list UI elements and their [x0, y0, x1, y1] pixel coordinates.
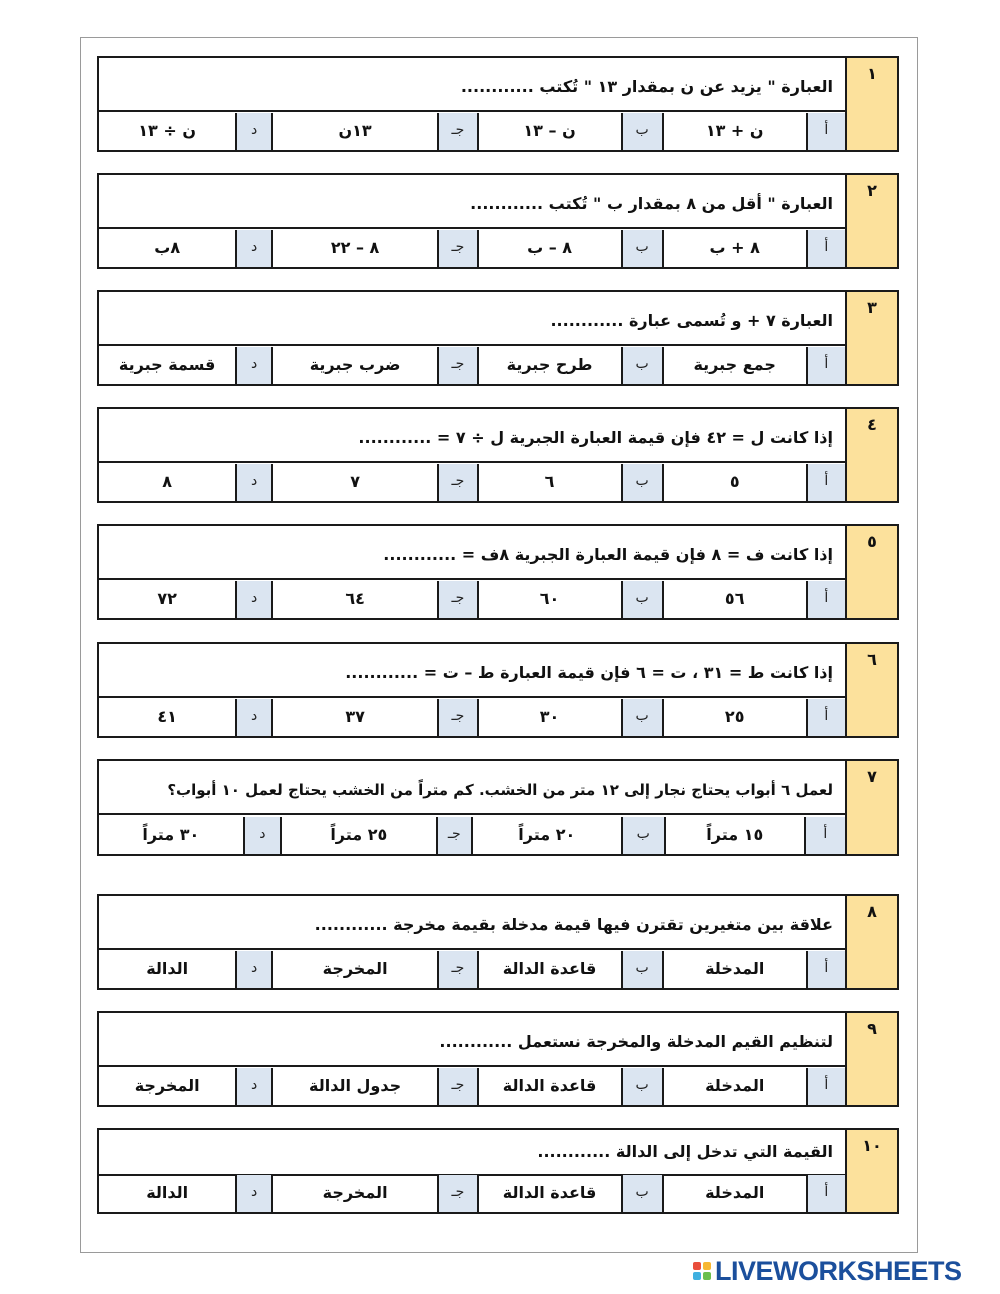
- option-letter: د: [235, 699, 271, 736]
- question-text: إذا كانت ط = ٣١ ، ت = ٦ فإن قيمة العبارة ط – ت = ............: [99, 644, 845, 698]
- option-a[interactable]: ٢٥: [662, 699, 806, 736]
- option-c[interactable]: ٣٧: [271, 699, 437, 736]
- option-letter: ب: [621, 581, 662, 618]
- option-letter: أ: [806, 1175, 845, 1212]
- logo-square: [693, 1272, 701, 1280]
- option-letter: د: [243, 817, 280, 854]
- question-text: إذا كانت ل = ٤٢ فإن قيمة العبارة الجبرية ل ÷ ٧ = ............: [99, 409, 845, 463]
- option-a[interactable]: ٨ + ب: [662, 230, 806, 267]
- option-c[interactable]: المخرجة: [271, 951, 437, 988]
- question-block: [97, 524, 899, 620]
- question-number: ١: [845, 58, 897, 150]
- option-d[interactable]: الدالة: [146, 959, 189, 978]
- options-row: [99, 1175, 845, 1212]
- question-number: ٧: [845, 761, 897, 854]
- option-letter: د: [235, 113, 271, 150]
- option-letter: ب: [621, 1175, 662, 1212]
- option-letter: أ: [806, 113, 845, 150]
- option-letter: د: [235, 464, 271, 501]
- option-letter: د: [235, 230, 271, 267]
- question-number: ٣: [845, 292, 897, 384]
- option-d[interactable]: ٤١: [157, 707, 177, 726]
- option-letter: جـ: [437, 1068, 476, 1105]
- option-a[interactable]: المدخلة: [662, 1175, 806, 1212]
- option-letter: جـ: [437, 951, 476, 988]
- option-letter: ب: [621, 1068, 662, 1105]
- option-b[interactable]: قاعدة الدالة: [477, 1175, 621, 1212]
- logo-square: [693, 1262, 701, 1270]
- liveworksheets-logo[interactable]: [693, 1256, 962, 1286]
- option-c[interactable]: ١٣ن: [271, 113, 437, 150]
- option-c[interactable]: المخرجة: [271, 1175, 437, 1212]
- question-text: العبارة " يزيد عن ن بمقدار ١٣ " تُكتب ............: [99, 58, 845, 112]
- option-d[interactable]: المخرجة: [134, 1076, 200, 1095]
- option-letter: جـ: [437, 581, 476, 618]
- question-text: لعمل ٦ أبواب يحتاج نجار إلى ١٢ متر من الخشب. كم متراً من الخشب يحتاج لعمل ١٠ أبواب؟: [99, 761, 845, 815]
- question-block: [97, 759, 899, 856]
- option-letter: جـ: [436, 817, 471, 854]
- options-row: [99, 699, 845, 736]
- option-b[interactable]: ٦: [477, 464, 621, 501]
- option-d[interactable]: ٨: [162, 472, 173, 491]
- option-letter: ب: [621, 230, 662, 267]
- option-letter: أ: [804, 817, 845, 854]
- option-b[interactable]: ٣٠: [477, 699, 621, 736]
- question-number: ٦: [845, 644, 897, 736]
- option-letter: ب: [621, 113, 662, 150]
- option-letter: أ: [806, 1068, 845, 1105]
- question-number: ٩: [845, 1013, 897, 1105]
- option-letter: جـ: [437, 230, 476, 267]
- options-row: [99, 347, 845, 384]
- option-letter: جـ: [437, 464, 476, 501]
- question-text: العبارة " أقل من ٨ بمقدار ب " تُكتب ............: [99, 175, 845, 229]
- option-a[interactable]: ١٥ متراً: [664, 817, 804, 854]
- option-a[interactable]: ن + ١٣: [662, 113, 806, 150]
- question-block: [97, 56, 899, 152]
- option-letter: د: [235, 951, 271, 988]
- option-letter: أ: [806, 230, 845, 267]
- option-c[interactable]: ضرب جبرية: [271, 347, 437, 384]
- option-letter: د: [235, 1068, 271, 1105]
- option-a[interactable]: ٥: [662, 464, 806, 501]
- option-letter: د: [235, 581, 271, 618]
- options-row: [99, 817, 845, 854]
- option-d[interactable]: ٧٢: [157, 589, 177, 608]
- option-b[interactable]: ٢٠ متراً: [471, 817, 621, 854]
- options-row: [99, 951, 845, 988]
- option-d[interactable]: قسمة جبرية: [118, 355, 216, 374]
- question-text: القيمة التي تدخل إلى الدالة ............: [99, 1130, 845, 1176]
- option-letter: جـ: [437, 347, 476, 384]
- question-block: [97, 642, 899, 738]
- question-block: [97, 894, 899, 990]
- question-text: لتنظيم القيم المدخلة والمخرجة نستعمل ............: [99, 1013, 845, 1067]
- question-block: [97, 173, 899, 269]
- option-a[interactable]: المدخلة: [662, 951, 806, 988]
- option-letter: ب: [621, 817, 664, 854]
- options-row: [99, 113, 845, 150]
- question-number: ٢: [845, 175, 897, 267]
- logo-text: LIVEWORKSHEETS: [715, 1255, 962, 1286]
- options-row: [99, 230, 845, 267]
- question-text: علاقة بين متغيرين تقترن فيها قيمة مدخلة بقيمة مخرجة ............: [99, 896, 845, 950]
- logo-square: [703, 1272, 711, 1280]
- option-b[interactable]: طرح جبرية: [477, 347, 621, 384]
- option-letter: أ: [806, 347, 845, 384]
- option-letter: ب: [621, 951, 662, 988]
- question-number: ٨: [845, 896, 897, 988]
- option-b[interactable]: قاعدة الدالة: [477, 1068, 621, 1105]
- option-letter: ب: [621, 347, 662, 384]
- option-b[interactable]: ٦٠: [477, 581, 621, 618]
- option-c[interactable]: جدول الدالة: [271, 1068, 437, 1105]
- option-letter: أ: [806, 951, 845, 988]
- question-text: العبارة ٧ + و تُسمى عبارة ............: [99, 292, 845, 346]
- option-letter: جـ: [437, 113, 476, 150]
- question-text: إذا كانت ف = ٨ فإن قيمة العبارة الجبرية ٨ف = ............: [99, 526, 845, 580]
- options-row: [99, 581, 845, 618]
- option-letter: أ: [806, 581, 845, 618]
- option-letter: ب: [621, 464, 662, 501]
- question-block: [97, 290, 899, 386]
- option-c[interactable]: ٦٤: [271, 581, 437, 618]
- options-row: [99, 1068, 845, 1105]
- option-a[interactable]: جمع جبرية: [662, 347, 806, 384]
- logo-grid-icon: [693, 1262, 711, 1280]
- option-d[interactable]: الدالة: [146, 1183, 189, 1202]
- option-letter: أ: [806, 464, 845, 501]
- option-letter: د: [235, 1175, 271, 1212]
- question-number: ٤: [845, 409, 897, 501]
- option-c[interactable]: ٢٥ متراً: [280, 817, 435, 854]
- option-letter: ب: [621, 699, 662, 736]
- option-letter: أ: [806, 699, 845, 736]
- option-c[interactable]: ٧: [271, 464, 437, 501]
- option-letter: جـ: [437, 699, 476, 736]
- option-b[interactable]: ن – ١٣: [477, 113, 621, 150]
- logo-square: [703, 1262, 711, 1270]
- question-block: [97, 1011, 899, 1107]
- option-d[interactable]: ٣٠ متراً: [142, 825, 200, 844]
- question-number: ١٠: [845, 1130, 897, 1212]
- option-a[interactable]: المدخلة: [662, 1068, 806, 1105]
- option-d[interactable]: ن ÷ ١٣: [138, 121, 197, 140]
- options-row: [99, 464, 845, 501]
- option-b[interactable]: قاعدة الدالة: [477, 951, 621, 988]
- option-a[interactable]: ٥٦: [662, 581, 806, 618]
- option-d[interactable]: ٨ب: [154, 238, 181, 257]
- option-letter: جـ: [437, 1175, 476, 1212]
- question-number: ٥: [845, 526, 897, 618]
- question-block: [97, 407, 899, 503]
- option-c[interactable]: ٨ – ٢٢: [271, 230, 437, 267]
- option-letter: د: [235, 347, 271, 384]
- question-block: [97, 1128, 899, 1214]
- option-b[interactable]: ٨ – ب: [477, 230, 621, 267]
